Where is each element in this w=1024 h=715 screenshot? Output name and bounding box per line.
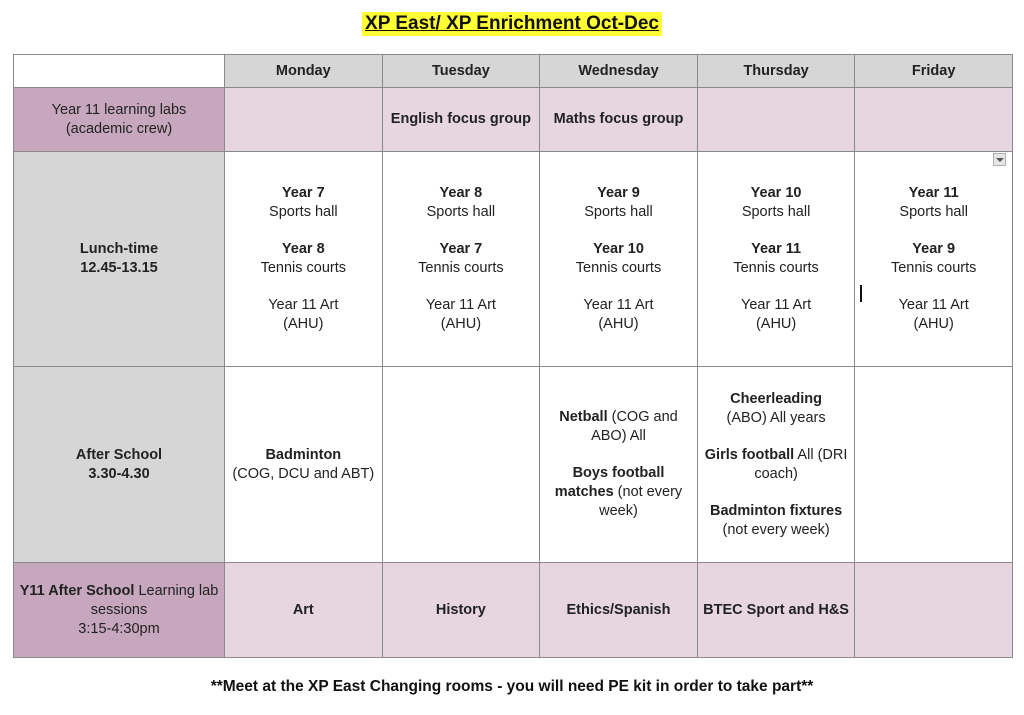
day-header-wednesday: Wednesday: [540, 55, 698, 88]
page-title: XP East/ XP Enrichment Oct-Dec: [362, 12, 662, 36]
lunch-monday-year1: Year 7: [281, 185, 325, 201]
lunch-tuesday-cell: [382, 152, 540, 367]
lunch-friday-location2: Tennis courts: [890, 260, 977, 276]
lunch-wednesday-year1: Year 9: [597, 185, 640, 201]
y11-after-school-row: [14, 563, 1013, 658]
lunch-monday-location1: Sports hall: [269, 204, 338, 220]
lunch-friday-year1: Year 11: [908, 185, 959, 201]
after-monday-detail: (COG, DCU and ABT): [232, 465, 375, 482]
after-thursday-cheerleading: Cheerleading: [730, 390, 822, 407]
lunch-thursday-art: Year 11 Art: [741, 297, 812, 313]
after-tuesday-cell: [382, 367, 540, 563]
lunch-wednesday-year2: Year 10: [593, 241, 644, 257]
day-header-tuesday: Tuesday: [382, 55, 540, 88]
lunch-tuesday-year1: Year 8: [439, 185, 483, 201]
lunch-wednesday-art: Year 11 Art: [583, 297, 654, 313]
y11-thursday-cell: BTEC Sport and H&S: [697, 563, 855, 658]
lunch-tuesday-location1: Sports hall: [426, 204, 496, 220]
lunch-thursday-location2: Tennis courts: [733, 260, 819, 276]
y11-label-bold: Y11 After School: [19, 582, 135, 599]
day-header-friday: Friday: [855, 55, 1013, 88]
lunch-friday-location1: Sports hall: [899, 204, 968, 220]
lunch-wednesday-location1: Sports hall: [584, 204, 653, 220]
y11-tuesday-cell: History: [382, 563, 540, 658]
learning-labs-row: [14, 88, 1013, 152]
lunch-thursday-year1: Year 10: [750, 185, 802, 201]
lunch-wednesday-cell: [540, 152, 698, 367]
after-thursday-badminton-fixtures: Badminton fixtures: [710, 502, 843, 519]
after-thursday-girls-football: Girls football: [704, 446, 795, 463]
after-wednesday-netball-detail: (COG and ABO) All: [591, 409, 678, 444]
after-wednesday-cell: [540, 367, 698, 563]
after-thursday-cell: [697, 367, 855, 563]
after-school-row: [14, 367, 1013, 563]
lunch-monday-room: (AHU): [283, 316, 324, 332]
lunch-thursday-year2: Year 11: [751, 241, 802, 257]
after-school-time: 3.30-4.30: [88, 465, 150, 482]
y11-label: [14, 563, 225, 658]
lunch-monday-cell: [225, 152, 383, 367]
lunch-tuesday-year2: Year 7: [439, 241, 483, 257]
y11-monday-cell: Art: [225, 563, 383, 658]
text-cursor: [860, 285, 862, 302]
lunch-monday-location2: Tennis courts: [260, 260, 347, 276]
lunch-thursday-location1: Sports hall: [741, 204, 811, 220]
day-header-thursday: Thursday: [697, 55, 855, 88]
footer-note: **Meet at the XP East Changing rooms - you will need PE kit in order to take part**: [210, 678, 814, 695]
corner-cell: [14, 55, 225, 88]
labs-monday-cell: [225, 88, 383, 152]
labs-thursday-cell: [697, 88, 855, 152]
y11-time: 3:15-4:30pm: [78, 620, 160, 637]
after-wednesday-netball: Netball: [559, 409, 608, 425]
after-thursday-badminton-detail: (not every week): [722, 521, 830, 538]
lunch-monday-year2: Year 8: [281, 241, 325, 257]
dropdown-arrow-icon[interactable]: [993, 153, 1006, 166]
lunchtime-label: [14, 152, 225, 367]
after-school-label: [14, 367, 225, 563]
y11-wednesday-cell: Ethics/Spanish: [540, 563, 698, 658]
labs-wednesday-cell: Maths focus group: [540, 88, 698, 152]
lunch-tuesday-room: (AHU): [440, 316, 482, 332]
lunch-wednesday-room: (AHU): [598, 316, 639, 332]
title-wrapper: [0, 12, 1024, 36]
timetable: [13, 54, 1013, 658]
learning-labs-label: Year 11 learning labs (academic crew): [14, 88, 225, 152]
y11-friday-cell: [855, 563, 1013, 658]
lunch-tuesday-location2: Tennis courts: [418, 260, 504, 276]
after-thursday-cheer-detail: (ABO) All years: [726, 409, 826, 426]
lunch-tuesday-art: Year 11 Art: [425, 297, 496, 313]
lunch-monday-art: Year 11 Art: [268, 297, 339, 313]
lunch-friday-art: Year 11 Art: [898, 297, 969, 313]
after-friday-cell: [855, 367, 1013, 563]
day-header-monday: Monday: [225, 55, 383, 88]
after-monday-cell: [225, 367, 383, 563]
after-thursday-girls-detail: All (DRI coach): [754, 446, 848, 482]
lunch-thursday-cell: [697, 152, 855, 367]
after-wednesday-boys-football: Boys football matches: [554, 465, 665, 500]
labs-tuesday-cell: English focus group: [382, 88, 540, 152]
lunch-wednesday-location2: Tennis courts: [575, 260, 662, 276]
lunchtime-title: Lunch-time: [79, 241, 159, 257]
lunch-friday-year2: Year 9: [912, 241, 956, 257]
after-monday-title: Badminton: [265, 446, 342, 463]
after-wednesday-boys-detail: (not every week): [599, 484, 683, 519]
labs-friday-cell: [855, 88, 1013, 152]
lunch-thursday-room: (AHU): [755, 316, 797, 332]
lunchtime-row: [14, 152, 1013, 367]
header-row: [14, 55, 1013, 88]
lunch-friday-room: (AHU): [913, 316, 954, 332]
y11-label-rest: Learning lab sessions: [90, 582, 219, 618]
after-school-title: After School: [75, 446, 163, 463]
lunchtime-time: 12.45-13.15: [80, 260, 158, 276]
lunch-friday-cell[interactable]: [855, 152, 1013, 367]
